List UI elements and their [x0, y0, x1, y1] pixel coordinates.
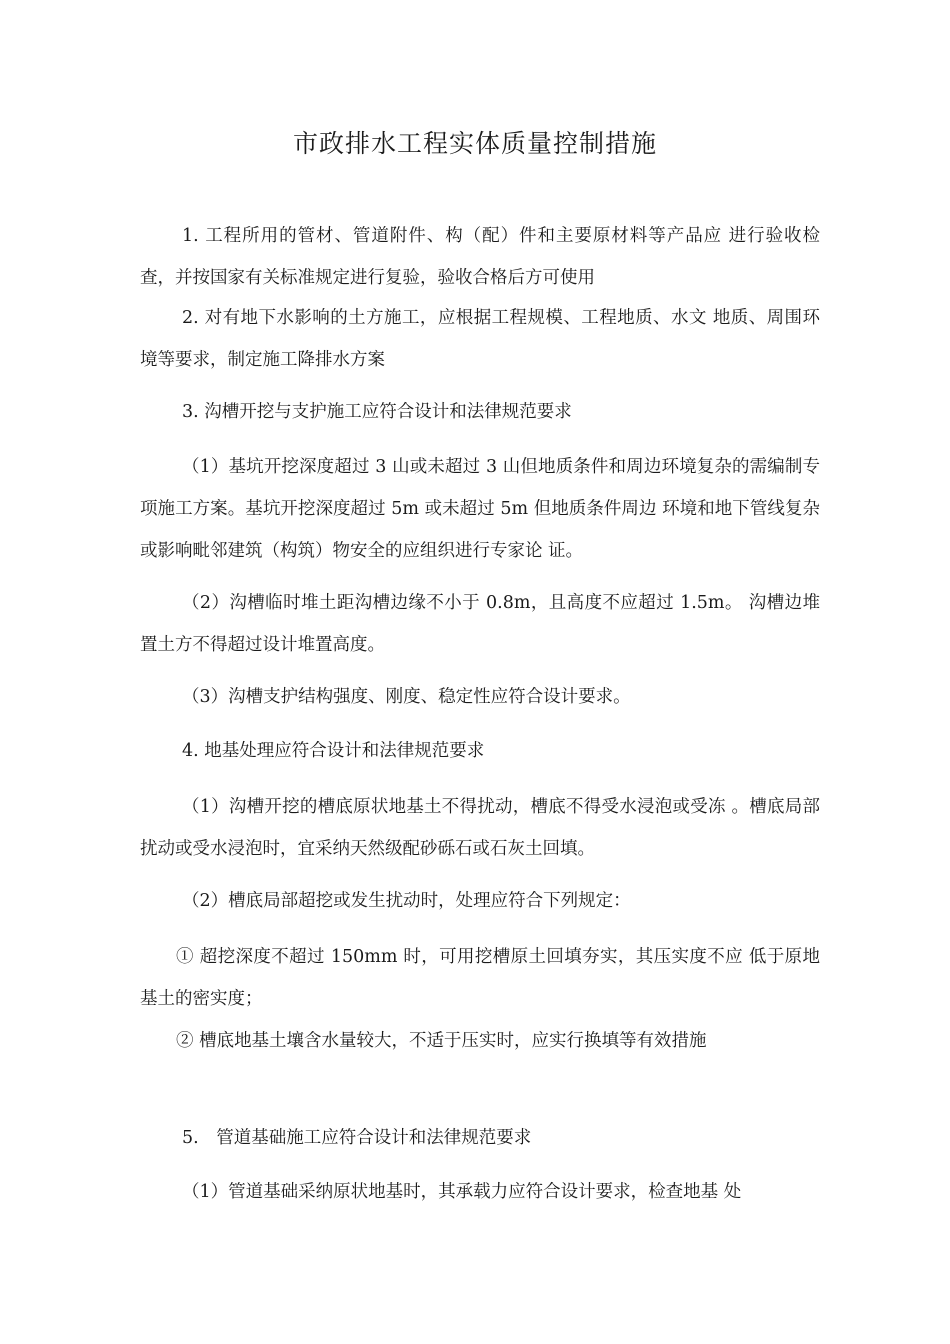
paragraph-4-2-b: ② 槽底地基土壤含水量较大，不适于压实时，应实行换填等有效措施	[176, 1031, 707, 1051]
paragraph-3-3: （3）沟槽支护结构强度、刚度、稳定性应符合设计要求。	[182, 687, 631, 707]
paragraph-3-1: （1）基坑开挖深度超过 3 山或未超过 3 山但地质条件和周边环境复杂的需编制专项施工方案。基坑开挖深度超过 5m 或未超过 5m 但地质条件周边 环境和地下管线复杂或影响毗邻建筑（构筑）物安全的应组织进行专家论 证。	[140, 457, 820, 561]
paragraph-4-2-a: ① 超挖深度不超过 150mm 时，可用挖槽原土回填夯实，其压实度不应 低于原地基土的密实度；	[140, 947, 820, 1009]
paragraph-1: 1. 工程所用的管材、管道附件、构（配）件和主要原材料等产品应 进行验收检查，并按国家有关标准规定进行复验，验收合格后方可使用	[140, 226, 820, 288]
paragraph-3: 3. 沟槽开挖与支护施工应符合设计和法律规范要求	[182, 402, 572, 422]
paragraph-3-2: （2）沟槽临时堆土距沟槽边缘不小于 0.8m，且高度不应超过 1.5m。 沟槽边堆置土方不得超过设计堆置高度。	[140, 593, 820, 655]
page-title: 市政排水工程实体质量控制措施	[292, 129, 657, 158]
paragraph-5-1: （1）管道基础采纳原状地基时，其承载力应符合设计要求，检查地基 处	[182, 1182, 742, 1202]
paragraph-4-1: （1）沟槽开挖的槽底原状地基土不得扰动，槽底不得受水浸泡或受冻 。槽底局部扰动或受水浸泡时，宜采纳天然级配砂砾石或石灰土回填。	[140, 797, 820, 859]
paragraph-4-2: （2）槽底局部超挖或发生扰动时，处理应符合下列规定：	[182, 891, 631, 911]
paragraph-4: 4. 地基处理应符合设计和法律规范要求	[182, 741, 485, 761]
paragraph-5: 5. 管道基础施工应符合设计和法律规范要求	[182, 1128, 532, 1148]
paragraph-2: 2. 对有地下水影响的土方施工，应根据工程规模、工程地质、水文 地质、周围环境等要求，制定施工降排水方案	[140, 308, 820, 370]
